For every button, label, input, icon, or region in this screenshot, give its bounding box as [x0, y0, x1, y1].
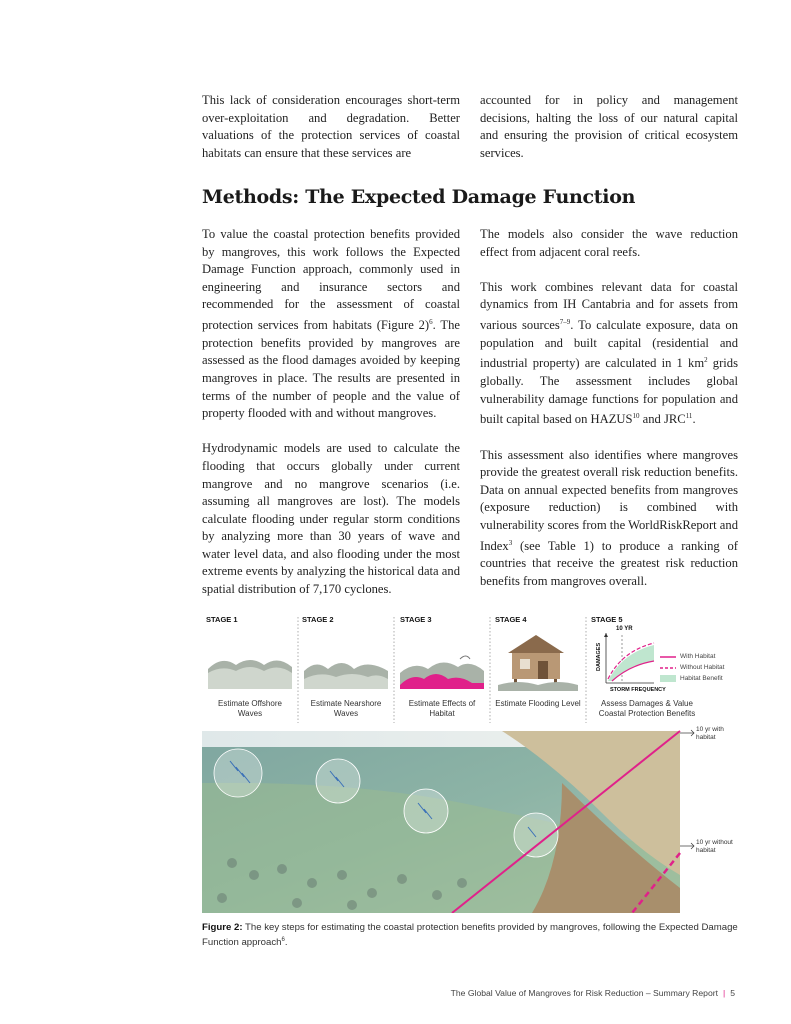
stage-1-label: STAGE 1	[206, 615, 238, 624]
habitat-effect-icon	[400, 656, 484, 689]
footer-title: The Global Value of Mangroves for Risk Reduction – Summary Report	[450, 988, 718, 998]
legend-habitat-benefit: Habitat Benefit	[680, 675, 723, 682]
aerial-coastline-photo	[202, 731, 680, 913]
footer-divider: |	[722, 988, 726, 998]
stage-5-caption: Assess Damages & Value Coastal Protection Benefits	[598, 699, 696, 718]
stage-4-label: STAGE 4	[495, 615, 527, 624]
body-left-column	[202, 226, 460, 599]
stage-1-caption: Estimate Offshore Waves	[218, 699, 282, 718]
section-heading: Methods: The Expected Damage Function	[202, 186, 636, 208]
intro-left-text	[202, 92, 460, 162]
figure-caption: Figure 2: The key steps for estimating the coastal protection benefits provided by mangroves, following the Expected Damage Function approach$^6$.	[202, 922, 738, 949]
annotation-arrows	[680, 730, 694, 849]
chart-marker-label: 10 YR	[616, 626, 633, 632]
left-paragraph-1: To value the coastal protection benefits provided by mangroves, this work follows the Expected Damage Function approach, commonly used in engineering and insurance sectors and recommended for the assessment of coastal protection services from habitats (Figure 2)$^6$. The protection benefits provided by mangroves are assessed as the flood damages avoided by keeping mangroves in place. The results are presented in terms of the number of people and the value of property flooded with and without mangroves.	[202, 227, 461, 421]
intro-left-paragraph: This lack of consideration encourages short-term over-exploitation and degradation. Better valuations of the protection services of coastal habitats can ensure that these services are	[202, 93, 460, 160]
legend-without-habitat: Without Habitat	[680, 664, 725, 671]
stage-3-label: STAGE 3	[400, 615, 432, 624]
left-paragraph-2: Hydrodynamic models are used to calculate the flooding that occurs globally under current mangrove and no mangrove scenarios (i.e. assuming all mangroves are lost). The models calculate flooding under regular storm conditions by analyzing more than 30 years of wave and water level data, and also flooding under the most extreme events by analyzing the historical data and spatial distribution of 7,170 cyclones.	[202, 441, 460, 597]
right-paragraph-2: This work combines relevant data for coastal dynamics from IH Cantabria and for assets from various sources$^{7-9}$. To calculate exposure, data on population and built capital (residential and industrial property) are calculated in 1 $km^2$ grids globally. The assessment includes global vulnerability damage functions for population and built capital based on HAZUS$^{10}$ and JRC$^{11}$.	[480, 279, 738, 427]
right-paragraph-1: The models also consider the wave reduction effect from adjacent coral reefs.	[480, 227, 738, 259]
chart-x-label: STORM FREQUENCY	[610, 687, 666, 693]
intro-right-paragraph: accounted for in policy and management decisions, halting the loss of our natural capital and ensuring the provision of critical ecosystem services.	[480, 93, 738, 160]
annotation-with-habitat: 10 yr with habitat	[696, 726, 724, 741]
nearshore-waves-icon	[304, 663, 388, 689]
figure-illustration	[202, 613, 740, 913]
offshore-waves-icon	[208, 660, 292, 689]
page-number: 5	[730, 988, 735, 998]
body-right-column	[480, 226, 738, 591]
stage-4-caption: Estimate Flooding Level	[495, 699, 581, 708]
chart-y-label: DAMAGES	[596, 642, 602, 671]
flooded-house-icon	[498, 635, 578, 691]
legend-with-habitat: With Habitat	[680, 653, 716, 660]
stage-2-label: STAGE 2	[302, 615, 334, 624]
stage-5-label: STAGE 5	[591, 615, 623, 624]
figure-2	[202, 613, 740, 913]
damage-frequency-chart	[596, 626, 666, 693]
annotation-without-habitat: 10 yr without habitat	[696, 839, 733, 854]
page-footer	[451, 988, 735, 998]
stage-3-caption: Estimate Effects of Habitat	[408, 699, 476, 718]
legend-swatches	[660, 657, 676, 682]
right-paragraph-3: This assessment also identifies where mangroves provide the greatest overall risk reduction benefits. Data on annual expected benefits from mangroves (exposure reduction) is combined with vulnerability scores from the WorldRiskReport and Index$^3$ (see Table 1) to produce a ranking of countries that receive the greatest risk reduction benefits from mangroves overall.	[480, 447, 738, 589]
caption-label: Figure 2:	[202, 922, 243, 933]
intro-right-text	[480, 92, 738, 162]
stage-2-caption: Estimate Nearshore Waves	[310, 699, 382, 718]
